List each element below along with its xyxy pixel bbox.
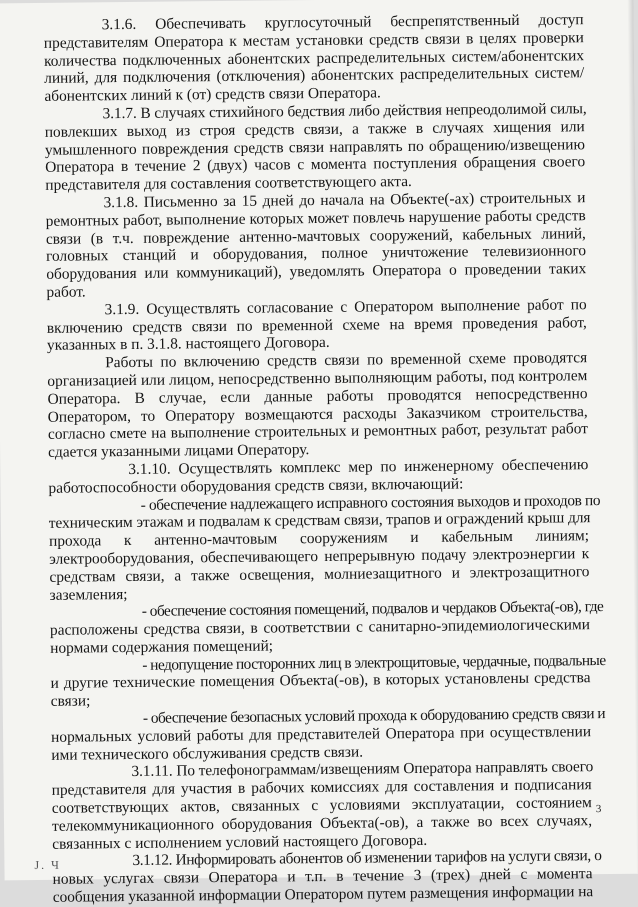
- text-line: включению средств связи по временной схеме на время проведения работ,: [46, 313, 587, 337]
- text-line: представителя для составления соответствующего акта.: [45, 173, 412, 195]
- text-line: линий, для подключения (отключения) абонентских распределительных систем/: [44, 64, 585, 88]
- text-line: соответствующих актов, связанных с условиями эксплуатации, состоянием: [51, 794, 592, 817]
- text-line: - недопущение посторонних лиц в электрощитовые, чердачные, подвальные: [142, 651, 606, 674]
- text-line: 3.1.8. Письменно за 15 дней до начала на Объекте(-ах) строительных и: [103, 189, 586, 212]
- text-line: связанных с исполнением условий настоящего Договора.: [52, 831, 428, 853]
- clause-3-1-8: [45, 189, 586, 301]
- text-line: организацией или лицом, непосредственно выполняющим работы, под контролем: [47, 367, 588, 390]
- text-line: работ.: [46, 283, 86, 301]
- text-line: 3.1.6. Обеспечивать круглосуточный беспрепятственный доступ: [101, 11, 584, 34]
- text-line: нормальных условий работы для представителей Оператора при осуществлении: [51, 723, 592, 746]
- text-line: абонентских линий к (от) средств связи Оператора.: [44, 84, 381, 106]
- text-line: Работы по включению средств связи по временной схеме проводятся: [105, 349, 588, 372]
- text-line: Оператором, то Оператору возмещаются расходы Заказчиком строительства,: [47, 402, 588, 426]
- text-line: умышленного повреждения средств связи направлять по обращению/извещению: [44, 135, 586, 159]
- temporary-scheme-paragraph: [47, 349, 588, 461]
- page-number: 3: [595, 803, 602, 816]
- text-line: указанных в п. 3.1.8. настоящего Договора.: [46, 334, 330, 355]
- text-line: - обеспечение безопасных условий прохода к оборудованию средств связи и: [142, 705, 606, 727]
- text-line: средствам связи, а также освещения, молниезащитного и электрозащитного: [49, 562, 590, 586]
- clause-3-1-11: [51, 759, 592, 854]
- clause-3-1-7: [45, 100, 586, 195]
- text-line: повлекших выход из строя средств связи, а также в случаях хищения или: [44, 117, 585, 141]
- text-line: связи;: [50, 692, 91, 711]
- text-line: представителя для участия в рабочих комиссиях для составления и подписания: [51, 776, 592, 800]
- text-line: прохода к антенно-мачтовым сооружениям и кабельным линиям;: [48, 527, 590, 550]
- clause-3-1-12: [52, 847, 602, 907]
- text-line: представителям Оператора к местам установки средств связи в целях проверки: [43, 29, 584, 52]
- text-line: ими технического обслуживания средств связи.: [51, 743, 364, 764]
- clause-3-1-10: [48, 456, 588, 497]
- text-line: 3.1.9. Осуществлять согласование с Оператором выполнение работ по: [104, 295, 587, 318]
- clause-3-1-9: [47, 296, 588, 355]
- text-line: техническим этажам и подвалам к средствам связи, трапов и ограждений крыш для: [48, 509, 591, 533]
- text-line: согласно смете на выполнение строительных и ремонтных работ, результат работ: [47, 420, 589, 444]
- text-line: нормами содержания помещений;: [50, 637, 274, 657]
- text-line: оборудования или коммуникаций), уведомлять Оператора о проведении таких: [46, 260, 587, 284]
- text-line: работоспособности оборудования средств связи, включающий:: [48, 475, 464, 497]
- text-line: 3.1.10. Осуществлять комплекс мер по инженерному обеспечению: [128, 456, 589, 478]
- text-line: и другие технические помещения Объекта(-ов), в которых установлены средства: [50, 669, 591, 693]
- clause-3-1-6: [44, 11, 585, 106]
- document-body: [43, 11, 606, 906]
- text-line: связи (в т.ч. повреждение антенно-мачтовых сооружений, кабельных линий,: [45, 224, 586, 248]
- text-line: ремонтных работ, выполнение которых может повлечь нарушение работы средств: [45, 206, 586, 230]
- scan-edge-shadow: [627, 0, 638, 874]
- text-line: Оператора. В случае, если данные работы проводятся непосредственно: [47, 384, 588, 408]
- corner-mark: J. Ч: [34, 857, 61, 873]
- list-item-exits: [48, 491, 601, 604]
- text-line: сдается указанными лицами Оператору.: [48, 441, 310, 461]
- text-line: количества подключенных абонентских распределительных систем/абонентских: [43, 46, 585, 70]
- text-line: 3.1.11. По телефонограммам/извещениям Оператора направлять своего: [131, 758, 594, 781]
- text-line: новых услугах связи Оператора и т.п. в течение 3 (трех) дней с момента: [52, 865, 593, 889]
- text-line: - обеспечение состояния помещений, подвалов и чердаков Объекта(-ов), где: [141, 598, 604, 621]
- text-line: 3.1.7. В случаях стихийного бедствия либо действия непреодолимой силы,: [102, 100, 587, 123]
- text-line: расположены средства связи, в соответствии с санитарно-эпидемиологическими: [49, 616, 591, 639]
- text-line: - обеспечение надлежащего исправного состояния выходов и проходов по: [140, 491, 601, 514]
- text-line: электрооборудования, обеспечивающего непрерывную подачу электроэнергии к: [49, 545, 590, 568]
- list-item-premises: [49, 598, 604, 657]
- list-item-access: [50, 651, 606, 711]
- text-line: 3.1.12. Информировать абонентов об изменении тарифов на услуги связи, о: [132, 847, 602, 870]
- text-line: заземления;: [49, 585, 128, 604]
- list-item-safety: [51, 705, 606, 764]
- text-line: Оператора в течение 2 (двух) часов с момента поступления обращения своего: [45, 153, 586, 177]
- text-line: телекоммуникационного оборудования Объекта(-ов), а также во всех случаях,: [51, 812, 593, 835]
- text-line: головных станций и оборудования, полное уничтожение телевизионного: [45, 242, 587, 266]
- text-line: сообщения указанной информации Оператором путем размещения информации на: [52, 883, 594, 906]
